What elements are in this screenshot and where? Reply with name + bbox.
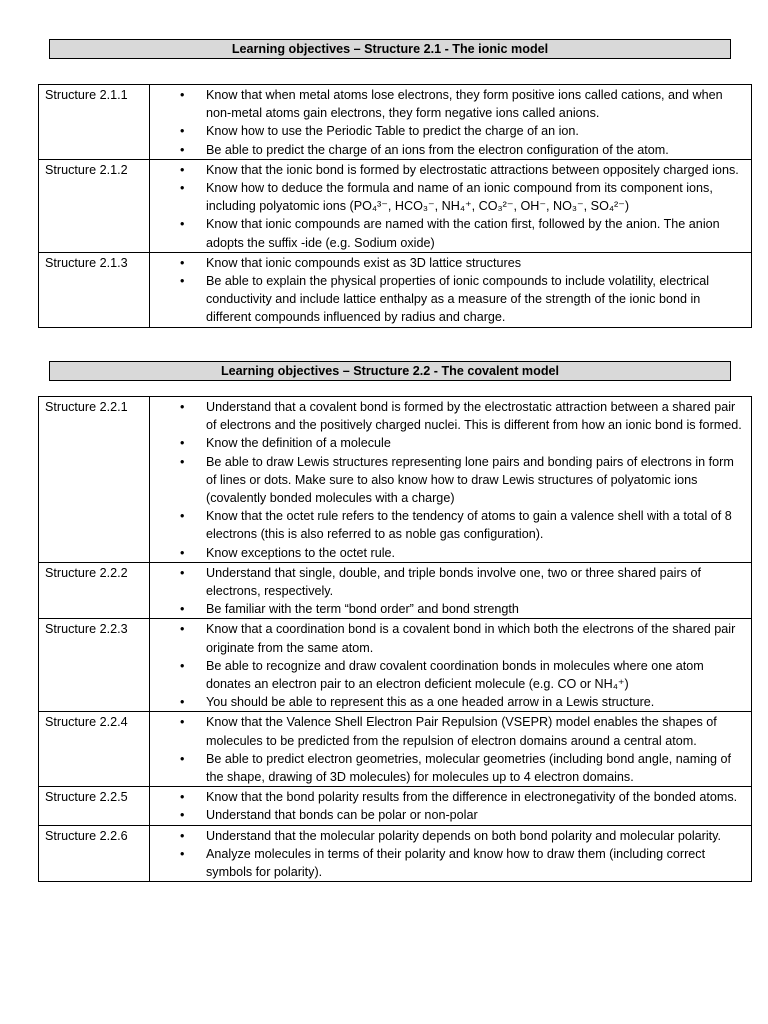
objective-row [39, 825, 752, 882]
objective-item: • Analyze molecules in terms of their polarity and know how to draw them (including correct symbols for polarity). [150, 845, 745, 881]
section-2-title: Learning objectives – Structure 2.2 - The covalent model [49, 361, 731, 381]
objective-item: • Know that a coordination bond is a covalent bond in which both the electrons of the shared pair originate from the same atom. [150, 620, 745, 656]
objective-items [150, 825, 752, 882]
objective-item: • Be familiar with the term “bond order” and bond strength [150, 600, 745, 618]
objective-row [39, 619, 752, 712]
objective-item: • Understand that bonds can be polar or non-polar [150, 806, 745, 824]
objective-items [150, 712, 752, 787]
objective-row [39, 562, 752, 619]
objective-list [150, 398, 745, 562]
objective-items [150, 252, 752, 327]
objective-code: Structure 2.2.2 [39, 562, 150, 619]
objective-item: • Know that ionic compounds are named with the cation first, followed by the anion. The anion adopts the suffix -ide (e.g. Sodium oxide) [150, 215, 745, 251]
section-2-body [39, 397, 752, 882]
objective-item: • Be able to draw Lewis structures representing lone pairs and bonding pairs of electrons in form of lines or dots. Make sure to also know how to draw Lewis structures of polyatomic ions (covalently bonded molecules with a charge) [150, 453, 745, 508]
objective-items [150, 397, 752, 563]
objective-list [150, 564, 745, 619]
objective-item: • Know how to deduce the formula and name of an ionic compound from its component ions, including polyatomic ions (PO₄³⁻, HCO₃⁻, NH₄⁺, CO₃²⁻, OH⁻, NO₃⁻, SO₄²⁻) [150, 179, 745, 215]
section-1-table [38, 84, 752, 328]
objective-code: Structure 2.1.1 [39, 85, 150, 160]
objective-code: Structure 2.2.1 [39, 397, 150, 563]
objective-list [150, 827, 745, 882]
objective-list [150, 161, 745, 252]
objective-item: • Understand that the molecular polarity depends on both bond polarity and molecular polarity. [150, 827, 745, 845]
objective-item: • Be able to predict the charge of an ions from the electron configuration of the atom. [150, 141, 745, 159]
section-2-table [38, 396, 752, 882]
objective-code: Structure 2.1.2 [39, 159, 150, 252]
objective-item: • Know that when metal atoms lose electrons, they form positive ions called cations, and when non-metal atoms gain electrons, they form negative ions called anions. [150, 86, 745, 122]
objective-code: Structure 2.1.3 [39, 252, 150, 327]
objective-list [150, 788, 745, 824]
objective-list [150, 713, 745, 786]
objective-list [150, 86, 745, 159]
objective-item: • Know that ionic compounds exist as 3D lattice structures [150, 254, 745, 272]
objective-items [150, 619, 752, 712]
objective-code: Structure 2.2.3 [39, 619, 150, 712]
objective-item: • Understand that single, double, and triple bonds involve one, two or three shared pairs of electrons, respectively. [150, 564, 745, 600]
objective-row [39, 252, 752, 327]
objective-row [39, 712, 752, 787]
objective-item: • Know exceptions to the octet rule. [150, 544, 745, 562]
objective-code: Structure 2.2.6 [39, 825, 150, 882]
objective-item: • Know that the ionic bond is formed by electrostatic attractions between oppositely charged ions. [150, 161, 745, 179]
objective-item: • Know the definition of a molecule [150, 434, 745, 452]
section-1-title: Learning objectives – Structure 2.1 - The ionic model [49, 39, 731, 59]
objective-list [150, 620, 745, 711]
objective-items [150, 85, 752, 160]
objective-list [150, 254, 745, 327]
objective-item: • Know that the Valence Shell Electron Pair Repulsion (VSEPR) model enables the shapes of molecules to be predicted from the repulsion of electron domains around a central atom. [150, 713, 745, 749]
objective-items [150, 562, 752, 619]
objective-item: • Be able to recognize and draw covalent coordination bonds in molecules where one atom donates an electron pair to an electron deficient molecule (e.g. CO or NH₄⁺) [150, 657, 745, 693]
objective-item: • Be able to predict electron geometries, molecular geometries (including bond angle, naming of the shape, drawing of 3D molecules) for molecules up to 4 electron domains. [150, 750, 745, 786]
objective-item: • Know that the octet rule refers to the tendency of atoms to gain a valence shell with a total of 8 electrons (this is also referred to as noble gas configuration). [150, 507, 745, 543]
objective-row [39, 787, 752, 825]
objective-item: • Know that the bond polarity results from the difference in electronegativity of the bonded atoms. [150, 788, 745, 806]
section-1-body [39, 85, 752, 328]
objective-row [39, 159, 752, 252]
objective-items [150, 787, 752, 825]
objective-item: • Be able to explain the physical properties of ionic compounds to include volatility, electrical conductivity and include lattice enthalpy as a measure of the strength of the ionic bond in different compounds influenced by radius and charge. [150, 272, 745, 327]
objective-row [39, 85, 752, 160]
objective-item: • Understand that a covalent bond is formed by the electrostatic attraction between a shared pair of electrons and the positively charged nuclei. This is different from how an ionic bond is formed. [150, 398, 745, 434]
objective-code: Structure 2.2.4 [39, 712, 150, 787]
objective-items [150, 159, 752, 252]
objective-item: • Know how to use the Periodic Table to predict the charge of an ion. [150, 122, 745, 140]
objective-code: Structure 2.2.5 [39, 787, 150, 825]
objective-row [39, 397, 752, 563]
objective-item: • You should be able to represent this as a one headed arrow in a Lewis structure. [150, 693, 745, 711]
